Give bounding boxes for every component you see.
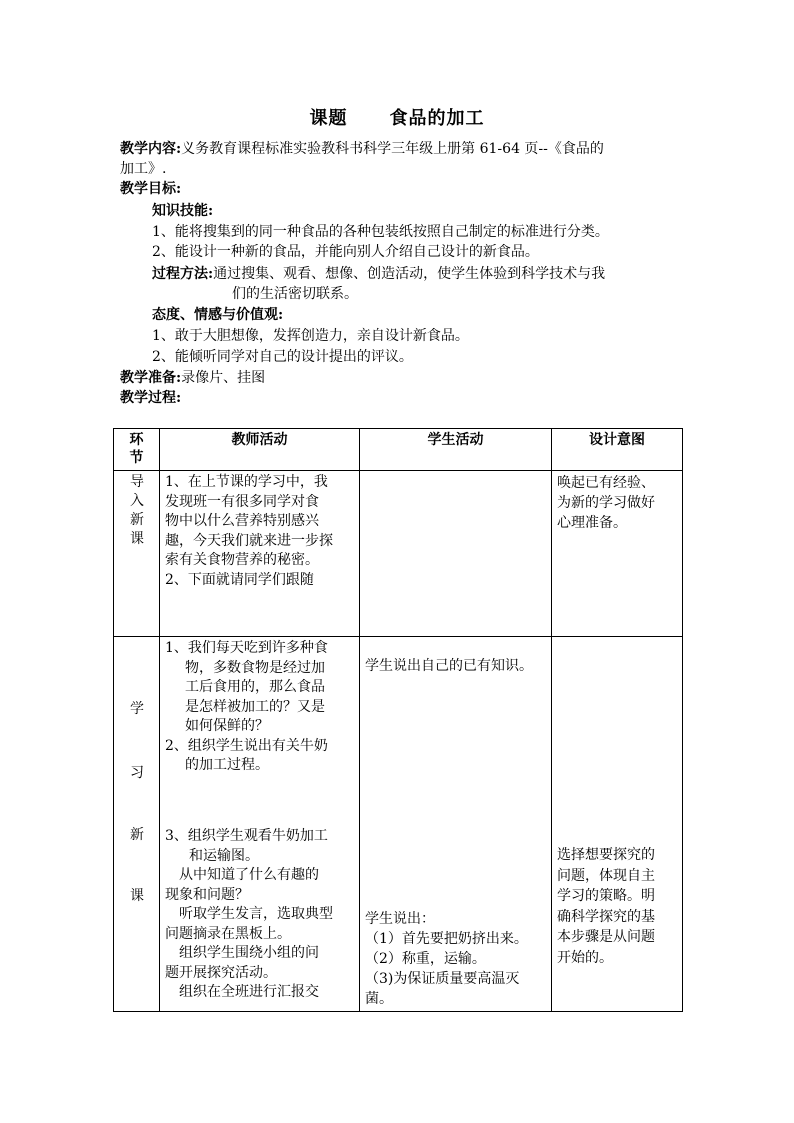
content-line-1	[120, 139, 604, 159]
header-intent: 设计意图	[552, 429, 683, 471]
title-label: 课题	[309, 108, 348, 129]
header-stage-1: 环	[129, 432, 144, 448]
row2-stage-2: 习	[130, 765, 144, 781]
row2-teacher-text-b: 3、组织学生观看牛奶加工 和运输图。 从中知道了什么有趣的 现象和问题？ 听取学生发言，选取典型 问题摘录在黑板上。 组织学生围绕小组的问 题开展探究活动。 组织在全班进行汇报交	[165, 828, 333, 1000]
row1-teacher-text: 1、在上节课的学习中，我 发现班一有很多同学对食 物中以什么营养特别感兴 趣，今天我们就来进一步探 索有关食物营养的秘密。 2、下面就请同学们跟随	[165, 474, 333, 588]
prep-text: 录像片、挂图	[181, 370, 266, 386]
header-stage	[114, 429, 160, 471]
table-row	[114, 637, 683, 1012]
procedure-label: 教学过程:	[120, 390, 182, 406]
row2-student-text-a: 学生说出自己的已有知识。	[365, 658, 533, 674]
row2-teacher-text-a: 1、我们每天吃到许多种食 物，多数食物是经过加 工后食用的，那么食品 是怎样被加工的？又是 如何保鲜的？ 2、组织学生说出有关牛奶 的加工过程。	[165, 640, 328, 773]
knowledge-item-1: 1、能将搜集到的同一种食品的各种包装纸按照自己制定的标准进行分类。	[152, 224, 609, 240]
attitude-label: 态度、情感与价值观:	[152, 307, 284, 323]
row1-intent-text: 唤起已有经验、 为新的学习做好 心理准备。	[557, 475, 655, 531]
attitude-item-1: 1、敢于大胆想像，发挥创造力，亲自设计新食品。	[152, 328, 469, 344]
process-label: 过程方法:	[152, 266, 214, 282]
table-header-row	[114, 429, 683, 471]
row2-student	[360, 637, 552, 1012]
content-label: 教学内容:	[120, 141, 182, 157]
process-text-1: 通过搜集、观看、想像、创造活动，使学生体验到科学技术与我	[213, 266, 606, 282]
row2-intent-text: 选择想要探究的 问题，体现自主 学习的策略。明 确科学探究的基 本步骤是从问题 开始的。	[557, 847, 655, 966]
header-student: 学生活动	[360, 429, 552, 471]
row2-stage-4: 课	[130, 888, 144, 904]
goals-label: 教学目标:	[120, 181, 182, 197]
lesson-plan-table	[113, 428, 683, 1012]
row2-intent	[552, 637, 683, 1012]
prep-label: 教学准备:	[120, 370, 182, 386]
knowledge-label: 知识技能:	[152, 203, 214, 219]
row2-student-text-b: 学生说出： （1）首先要把奶挤出来。 （2）称重，运输。 （3)为保证质量要高温灭 菌。	[365, 911, 528, 1007]
title-text: 食品的加工	[389, 108, 485, 129]
row1-stage-text: 导 入 新 课	[130, 474, 144, 547]
row2-stage-3: 新	[130, 827, 144, 843]
process-line-1	[152, 264, 605, 284]
header-teacher: 教师活动	[160, 429, 360, 471]
table-row	[114, 471, 683, 637]
knowledge-item-2: 2、能设计一种新的食品，并能向别人介绍自己设计的新食品。	[152, 244, 539, 260]
row2-teacher	[160, 637, 360, 1012]
row1-intent	[552, 471, 683, 637]
lesson-title	[0, 104, 794, 130]
row2-stage-1: 学	[130, 701, 144, 717]
attitude-item-2: 2、能倾听同学对自己的设计提出的评议。	[152, 349, 413, 365]
prep-line	[120, 368, 265, 388]
row1-teacher	[160, 471, 360, 637]
row2-stage	[114, 637, 160, 1012]
content-text-1: 义务教育课程标准实验教科书科学三年级上册第 61-64 页--《食品的	[181, 141, 604, 157]
content-text-2: 加工》.	[120, 161, 167, 177]
row1-student	[360, 471, 552, 637]
process-text-2: 们的生活密切联系。	[232, 286, 358, 302]
row1-stage	[114, 471, 160, 637]
header-stage-2: 节	[129, 450, 144, 466]
